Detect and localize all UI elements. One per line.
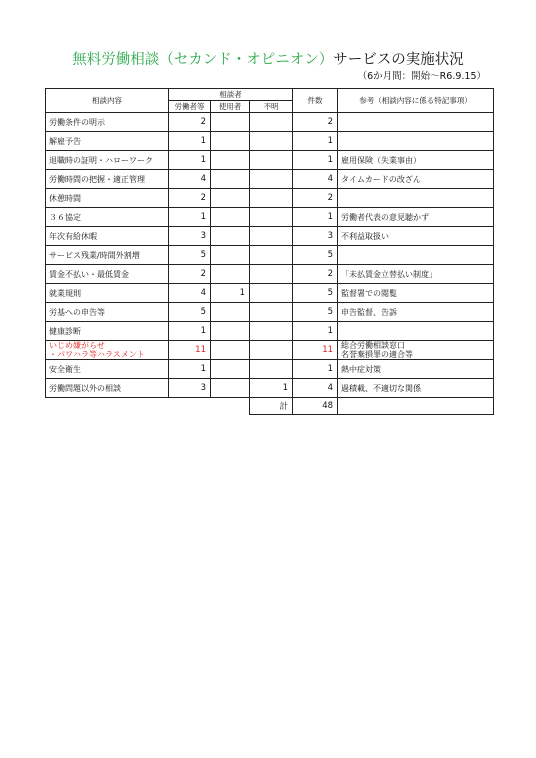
row-note xyxy=(338,132,494,151)
row-employer xyxy=(211,113,250,132)
row-unknown xyxy=(250,132,293,151)
row-worker: 4 xyxy=(169,170,211,189)
row-employer xyxy=(211,170,250,189)
row-employer: 1 xyxy=(211,284,250,303)
row-item: 労働時間の把握・適正管理 xyxy=(46,170,169,189)
row-worker: 1 xyxy=(169,322,211,341)
row-item: サービス残業/時間外割増 xyxy=(46,246,169,265)
row-count: 1 xyxy=(293,322,338,341)
row-worker: 2 xyxy=(169,113,211,132)
row-worker: 2 xyxy=(169,189,211,208)
row-item: ３６協定 xyxy=(46,208,169,227)
row-item: 休憩時間 xyxy=(46,189,169,208)
row-count: 5 xyxy=(293,303,338,322)
table-row xyxy=(46,303,494,322)
consultation-table xyxy=(45,88,494,415)
row-employer xyxy=(211,189,250,208)
row-unknown xyxy=(250,246,293,265)
row-employer xyxy=(211,132,250,151)
header-note: 参考（相談内容に係る特記事項） xyxy=(338,89,494,113)
table-row xyxy=(46,132,494,151)
row-note xyxy=(338,246,494,265)
row-note: 不利益取扱い xyxy=(338,227,494,246)
row-unknown xyxy=(250,341,293,360)
row-count: 1 xyxy=(293,151,338,170)
row-employer xyxy=(211,246,250,265)
row-item: 健康診断 xyxy=(46,322,169,341)
row-note-line1: 総合労働相談窓口 xyxy=(341,341,406,350)
row-count: 5 xyxy=(293,284,338,303)
row-unknown xyxy=(250,227,293,246)
row-unknown xyxy=(250,170,293,189)
row-employer xyxy=(211,227,250,246)
table-row xyxy=(46,113,494,132)
row-item: 就業規則 xyxy=(46,284,169,303)
row-item: 労働問題以外の相談 xyxy=(46,379,169,398)
table-row xyxy=(46,151,494,170)
row-count: 11 xyxy=(293,341,338,360)
row-worker: 2 xyxy=(169,265,211,284)
row-worker: 1 xyxy=(169,208,211,227)
row-unknown xyxy=(250,360,293,379)
row-employer xyxy=(211,341,250,360)
row-count: 5 xyxy=(293,246,338,265)
table-row-highlighted xyxy=(46,341,494,360)
header-worker: 労働者等 xyxy=(169,101,211,113)
total-spacer xyxy=(169,398,211,415)
row-note-line2: 名誉棄損罪の適合等 xyxy=(341,350,414,359)
table-row xyxy=(46,379,494,398)
row-unknown xyxy=(250,284,293,303)
row-unknown xyxy=(250,322,293,341)
row-item: 退職時の証明・ハローワーク xyxy=(46,151,169,170)
row-item-line2: ・パワハラ等ハラスメント xyxy=(49,350,145,359)
row-count: 1 xyxy=(293,360,338,379)
row-note xyxy=(338,341,494,360)
row-worker: 11 xyxy=(169,341,211,360)
total-label: 計 xyxy=(250,398,293,415)
table-row xyxy=(46,246,494,265)
row-worker: 1 xyxy=(169,151,211,170)
row-worker: 3 xyxy=(169,379,211,398)
row-note: 過積載、不適切な関係 xyxy=(338,379,494,398)
row-item: 労基への申告等 xyxy=(46,303,169,322)
row-item: 年次有給休暇 xyxy=(46,227,169,246)
row-count: 1 xyxy=(293,132,338,151)
row-count: 4 xyxy=(293,170,338,189)
row-employer xyxy=(211,265,250,284)
total-row xyxy=(46,398,494,415)
header-count: 件数 xyxy=(293,89,338,113)
row-note xyxy=(338,322,494,341)
table-row xyxy=(46,227,494,246)
row-worker: 5 xyxy=(169,303,211,322)
total-spacer xyxy=(211,398,250,415)
row-note: タイムカードの改ざん xyxy=(338,170,494,189)
row-count: 2 xyxy=(293,113,338,132)
row-note: 雇用保険（失業事由） xyxy=(338,151,494,170)
title-highlight: 無料労働相談（セカンド・オピニオン） xyxy=(72,52,334,68)
title-rest: サービスの実施状況 xyxy=(333,52,464,68)
row-count: 2 xyxy=(293,189,338,208)
total-count: 48 xyxy=(293,398,338,415)
row-note: 「未払賃金立替払い制度」 xyxy=(338,265,494,284)
total-note xyxy=(338,398,494,415)
table-row xyxy=(46,360,494,379)
total-spacer xyxy=(46,398,169,415)
row-note: 監督署での閲覧 xyxy=(338,284,494,303)
row-employer xyxy=(211,303,250,322)
table-row xyxy=(46,322,494,341)
period-subtitle: （6か月間：開始～R6.9.15） xyxy=(357,71,486,82)
row-worker: 3 xyxy=(169,227,211,246)
row-unknown xyxy=(250,265,293,284)
header-unknown: 不明 xyxy=(250,101,293,113)
row-item: 解雇予告 xyxy=(46,132,169,151)
row-unknown xyxy=(250,189,293,208)
header-employer: 使用者 xyxy=(211,101,250,113)
row-employer xyxy=(211,360,250,379)
table-row xyxy=(46,208,494,227)
row-employer xyxy=(211,322,250,341)
row-unknown: 1 xyxy=(250,379,293,398)
row-worker: 4 xyxy=(169,284,211,303)
row-note: 申告監督、告訴 xyxy=(338,303,494,322)
table-row xyxy=(46,284,494,303)
table-row xyxy=(46,189,494,208)
row-note xyxy=(338,113,494,132)
page-title xyxy=(0,48,536,69)
row-employer xyxy=(211,379,250,398)
header-consulter-group: 相談者 xyxy=(169,89,293,101)
row-count: 1 xyxy=(293,208,338,227)
row-count: 2 xyxy=(293,265,338,284)
row-note: 労働者代表の意見聴かず xyxy=(338,208,494,227)
row-unknown xyxy=(250,303,293,322)
row-unknown xyxy=(250,113,293,132)
row-item-line1: いじめ嫌がらせ xyxy=(49,341,105,350)
row-employer xyxy=(211,208,250,227)
row-note: 熱中症対策 xyxy=(338,360,494,379)
row-count: 4 xyxy=(293,379,338,398)
header-item: 相談内容 xyxy=(46,89,169,113)
table-row xyxy=(46,170,494,189)
row-count: 3 xyxy=(293,227,338,246)
row-note xyxy=(338,189,494,208)
table-row xyxy=(46,265,494,284)
row-worker: 1 xyxy=(169,132,211,151)
row-item xyxy=(46,341,169,360)
row-item: 賃金不払い・最低賃金 xyxy=(46,265,169,284)
row-unknown xyxy=(250,151,293,170)
row-item: 安全衛生 xyxy=(46,360,169,379)
row-unknown xyxy=(250,208,293,227)
row-worker: 5 xyxy=(169,246,211,265)
row-employer xyxy=(211,151,250,170)
row-item: 労働条件の明示 xyxy=(46,113,169,132)
row-worker: 1 xyxy=(169,360,211,379)
